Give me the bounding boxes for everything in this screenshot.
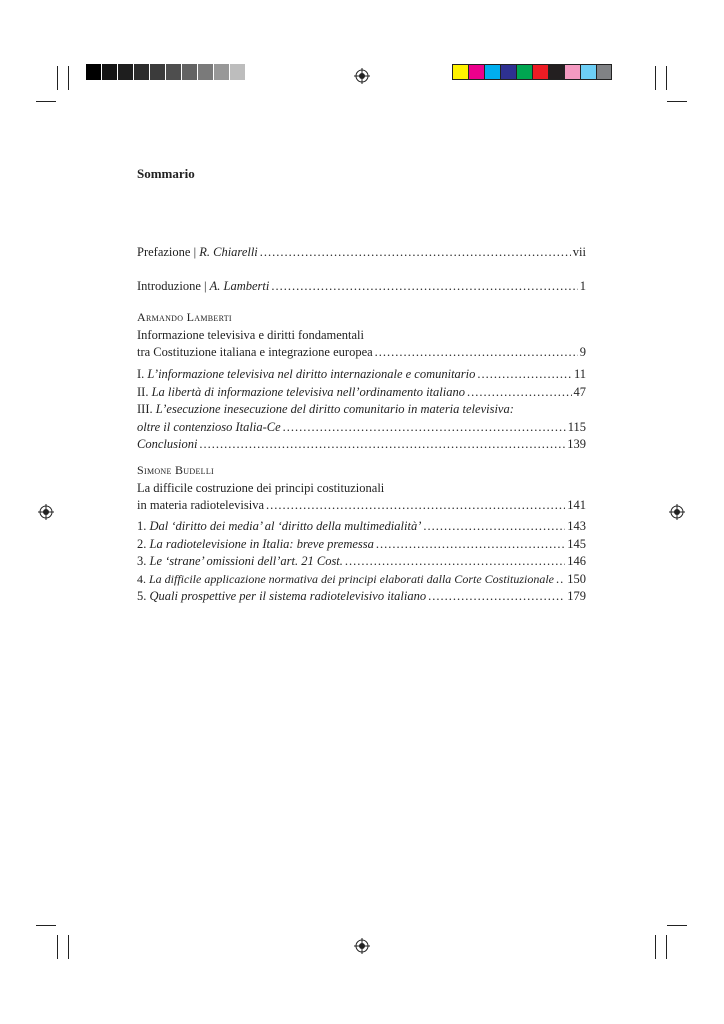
page-number: 141 bbox=[567, 498, 586, 512]
color-swatch bbox=[230, 64, 246, 80]
toc-front bbox=[137, 278, 586, 296]
toc-entry: II. La libertà di informazione televisiva nell’ordinamento italiano ..... 47 bbox=[137, 384, 586, 402]
toc-front bbox=[137, 244, 586, 262]
crop-mark bbox=[666, 935, 667, 959]
toc-entry: 2. La radiotelevisione in Italia: breve premessa ..... 145 bbox=[137, 536, 586, 554]
color-bar bbox=[452, 64, 612, 80]
page-number: 1 bbox=[579, 279, 586, 293]
toc-entry: 3. Le ‘strane’ omissioni dell’art. 21 Cost. ..... 146 bbox=[137, 553, 586, 571]
color-swatch bbox=[86, 64, 102, 80]
grayscale-bar bbox=[86, 64, 262, 80]
registration-target-icon bbox=[354, 938, 370, 954]
color-swatch bbox=[532, 64, 548, 80]
toc-entry: Conclusioni ..... 139 bbox=[137, 436, 586, 454]
section-title: Informazione televisiva e diritti fondamentali bbox=[137, 327, 365, 342]
page-number: 11 bbox=[573, 367, 586, 381]
color-swatch bbox=[516, 64, 532, 80]
page-number: 9 bbox=[579, 345, 586, 359]
section-title: La difficile costruzione dei principi costituzionali bbox=[137, 480, 385, 495]
toc-chapters-2 bbox=[137, 518, 586, 606]
crop-mark bbox=[68, 66, 69, 90]
color-swatch bbox=[214, 64, 230, 80]
page-number: 47 bbox=[573, 384, 586, 399]
color-swatch bbox=[596, 64, 612, 80]
toc-entry: 1. Dal ‘diritto dei media’ al ‘diritto della multimedialità’ ..... 143 bbox=[137, 518, 586, 536]
crop-mark bbox=[667, 101, 687, 102]
crop-mark bbox=[68, 935, 69, 959]
color-swatch bbox=[118, 64, 134, 80]
color-swatch bbox=[548, 64, 564, 80]
crop-mark bbox=[655, 66, 656, 90]
color-swatch bbox=[198, 64, 214, 80]
toc-entry: tra Costituzione italiana e integrazione europea ..... 9 bbox=[137, 344, 586, 362]
toc-entry: 4. La difficile applicazione normativa dei principi elaborati dalla Corte Costituzionale ..... 150 bbox=[137, 571, 586, 589]
toc-entry: oltre il contenzioso Italia-Ce ..... 115 bbox=[137, 419, 586, 437]
toc-entry: in materia radiotelevisiva ..... 141 bbox=[137, 497, 586, 515]
toc-entry: III. L’esecuzione inesecuzione del diritto comunitario in materia televisiva: bbox=[137, 402, 514, 416]
crop-mark bbox=[57, 935, 58, 959]
color-swatch bbox=[246, 64, 262, 80]
color-swatch bbox=[452, 64, 468, 80]
color-swatch bbox=[166, 64, 182, 80]
color-swatch bbox=[468, 64, 484, 80]
page-number: 150 bbox=[567, 571, 586, 586]
color-swatch bbox=[134, 64, 150, 80]
color-swatch bbox=[102, 64, 118, 80]
toc-section-2 bbox=[137, 462, 586, 515]
page-number: 115 bbox=[567, 419, 586, 434]
page-number: 145 bbox=[567, 536, 586, 551]
color-swatch bbox=[182, 64, 198, 80]
crop-mark bbox=[666, 66, 667, 90]
section-author: Simone Budelli bbox=[137, 463, 214, 477]
color-swatch bbox=[500, 64, 516, 80]
page-number: 139 bbox=[567, 437, 586, 451]
page-number: 146 bbox=[567, 554, 586, 568]
crop-mark bbox=[36, 101, 56, 102]
crop-mark bbox=[36, 925, 56, 926]
page-number: 143 bbox=[567, 519, 586, 533]
toc-entry: Prefazione | R. Chiarelli ..... vii bbox=[137, 244, 586, 262]
page-title: Sommario bbox=[137, 166, 195, 181]
color-swatch bbox=[564, 64, 580, 80]
registration-target-icon bbox=[354, 68, 370, 84]
crop-mark bbox=[667, 925, 687, 926]
section-author: Armando Lamberti bbox=[137, 310, 232, 324]
registration-target-icon bbox=[38, 504, 54, 520]
toc-entry: I. L’informazione televisiva nel diritto internazionale e comunitario ..... 11 bbox=[137, 366, 586, 384]
crop-mark bbox=[655, 935, 656, 959]
registration-target-icon bbox=[669, 504, 685, 520]
toc-entry: Introduzione | A. Lamberti ..... 1 bbox=[137, 278, 586, 296]
page-number: 179 bbox=[567, 589, 586, 603]
page-number: vii bbox=[572, 245, 586, 259]
color-swatch bbox=[484, 64, 500, 80]
color-swatch bbox=[580, 64, 596, 80]
toc-entry: 5. Quali prospettive per il sistema radiotelevisivo italiano ..... 179 bbox=[137, 588, 586, 606]
toc-chapters-1 bbox=[137, 366, 586, 454]
crop-mark bbox=[57, 66, 58, 90]
toc-section-1 bbox=[137, 309, 586, 362]
color-swatch bbox=[150, 64, 166, 80]
